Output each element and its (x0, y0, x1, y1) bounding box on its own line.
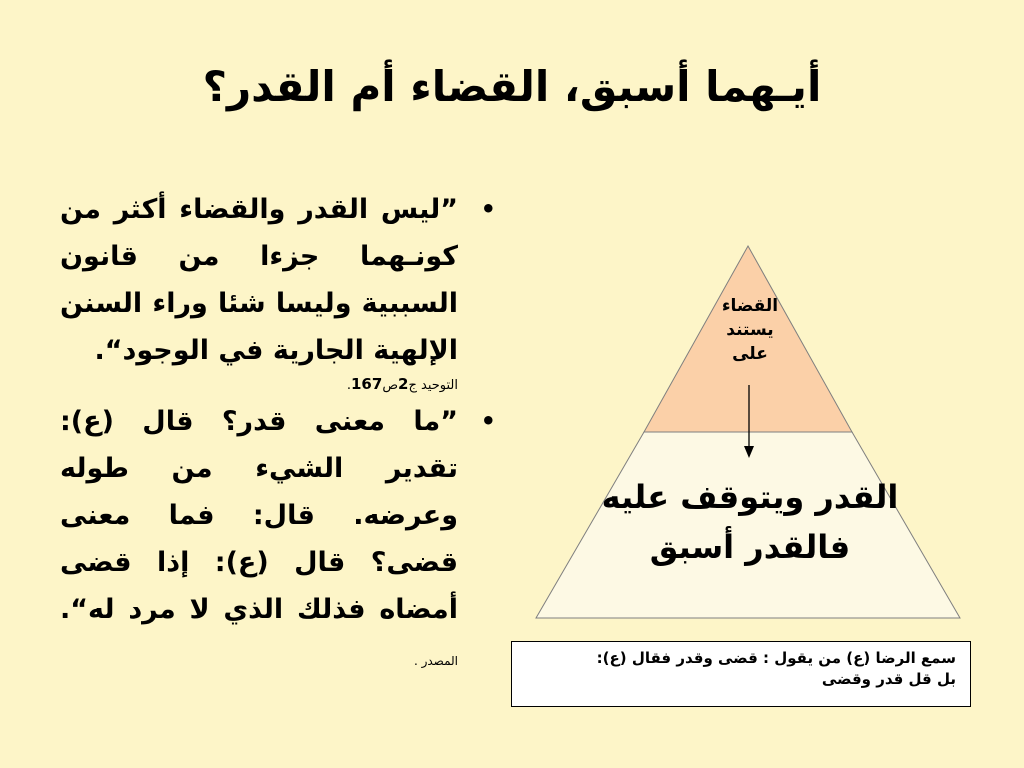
bullet-dot: • (480, 407, 496, 435)
pyramid-base-text (560, 472, 940, 572)
source-note: المصدر . (413, 654, 458, 668)
source-page-label: ص (382, 378, 399, 393)
hadith-quote-box (511, 641, 971, 707)
base-line: فالقدر أسبق (649, 528, 851, 566)
bullet-text: ”ما معنى قدر؟ قال (ع): تقدير الشيء من طوله وعرضه. قال: فما معنى قضى؟ قال (ع): إذا قضى أمضاه فذلك الذي لا مرد له“. (60, 406, 458, 625)
apex-line: يستند (726, 320, 774, 340)
bullet-list (60, 186, 500, 687)
apex-line: على (732, 344, 768, 364)
quote-line: بل قل قدر وقضى (821, 670, 956, 688)
bullet-text: ”ليس القدر والقضاء أكثر من كونـهما جزءا من قانون السببية وليسا شئا وراء السنن الإلهية الجارية في الوجود“. (60, 194, 458, 366)
bullet-dot: • (480, 195, 496, 223)
source-end: . (346, 378, 351, 393)
apex-line: القضاء (721, 296, 779, 316)
quote-line: سمع الرضا (ع) من يقول : قضى وقدر فقال (ع): (596, 649, 956, 667)
source-volume: 2 (398, 375, 409, 393)
bullet-item-definition (60, 186, 500, 396)
source-note (60, 374, 458, 396)
source-book: التوحيد ج (408, 378, 458, 393)
slide-title: أيـهما أسبق، القضاء أم القدر؟ (202, 62, 822, 111)
source-page: 167 (351, 375, 383, 393)
bullet-item-hadith (60, 398, 500, 685)
pyramid-apex-text (690, 294, 810, 366)
base-line: القدر ويتوقف عليه (601, 478, 899, 516)
